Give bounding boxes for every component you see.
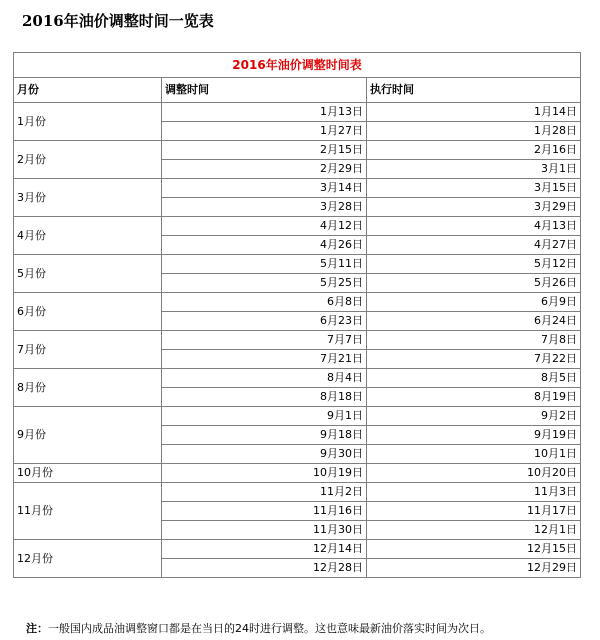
- adjust-time-cell: 6月23日: [162, 312, 367, 331]
- oil-price-schedule-table: [13, 52, 581, 578]
- execute-time-cell: 9月19日: [367, 426, 581, 445]
- adjust-time-cell: 6月8日: [162, 293, 367, 312]
- month-cell: 9月份: [14, 407, 162, 464]
- execute-time-cell: 7月22日: [367, 350, 581, 369]
- page-title: 2016年油价调整时间一览表: [22, 12, 214, 30]
- adjust-time-cell: 12月14日: [162, 540, 367, 559]
- table-row: [14, 369, 581, 388]
- adjust-time-cell: 2月29日: [162, 160, 367, 179]
- adjust-time-cell: 8月18日: [162, 388, 367, 407]
- execute-time-cell: 12月15日: [367, 540, 581, 559]
- execute-time-cell: 2月16日: [367, 141, 581, 160]
- table-row: [14, 483, 581, 502]
- footnote-label: 注：: [26, 622, 48, 635]
- month-cell: 12月份: [14, 540, 162, 578]
- month-cell: 11月份: [14, 483, 162, 540]
- adjust-time-cell: 3月14日: [162, 179, 367, 198]
- execute-time-cell: 10月1日: [367, 445, 581, 464]
- adjust-time-cell: 5月11日: [162, 255, 367, 274]
- month-cell: 5月份: [14, 255, 162, 293]
- table-row: [14, 331, 581, 350]
- table-row: [14, 464, 581, 483]
- footnote: [26, 620, 491, 636]
- adjust-time-cell: 8月4日: [162, 369, 367, 388]
- table-row: [14, 179, 581, 198]
- table-row: [14, 141, 581, 160]
- execute-time-cell: 3月29日: [367, 198, 581, 217]
- month-cell: 6月份: [14, 293, 162, 331]
- execute-time-cell: 1月28日: [367, 122, 581, 141]
- month-cell: 8月份: [14, 369, 162, 407]
- month-cell: 2月份: [14, 141, 162, 179]
- execute-time-cell: 5月12日: [367, 255, 581, 274]
- adjust-time-cell: 11月30日: [162, 521, 367, 540]
- execute-time-cell: 7月8日: [367, 331, 581, 350]
- adjust-time-cell: 9月1日: [162, 407, 367, 426]
- adjust-time-cell: 5月25日: [162, 274, 367, 293]
- adjust-time-cell: 1月13日: [162, 103, 367, 122]
- table-row: [14, 540, 581, 559]
- adjust-time-cell: 7月7日: [162, 331, 367, 350]
- execute-time-cell: 3月1日: [367, 160, 581, 179]
- adjust-time-cell: 10月19日: [162, 464, 367, 483]
- execute-time-cell: 10月20日: [367, 464, 581, 483]
- table-header-row: [14, 78, 581, 103]
- table-row: [14, 255, 581, 274]
- execute-time-cell: 1月14日: [367, 103, 581, 122]
- execute-time-cell: 6月24日: [367, 312, 581, 331]
- schedule-table-body: [14, 53, 581, 578]
- adjust-time-cell: 11月2日: [162, 483, 367, 502]
- adjust-time-cell: 1月27日: [162, 122, 367, 141]
- table-row: [14, 103, 581, 122]
- execute-time-cell: 3月15日: [367, 179, 581, 198]
- month-cell: 7月份: [14, 331, 162, 369]
- table-caption-row: [14, 53, 581, 78]
- execute-time-cell: 6月9日: [367, 293, 581, 312]
- table-row: [14, 293, 581, 312]
- execute-time-cell: 12月1日: [367, 521, 581, 540]
- adjust-time-cell: 4月12日: [162, 217, 367, 236]
- execute-time-cell: 9月2日: [367, 407, 581, 426]
- month-cell: 3月份: [14, 179, 162, 217]
- execute-time-cell: 8月5日: [367, 369, 581, 388]
- adjust-time-cell: 7月21日: [162, 350, 367, 369]
- adjust-time-cell: 12月28日: [162, 559, 367, 578]
- adjust-time-cell: 9月18日: [162, 426, 367, 445]
- adjust-time-cell: 3月28日: [162, 198, 367, 217]
- execute-time-cell: 4月13日: [367, 217, 581, 236]
- month-cell: 10月份: [14, 464, 162, 483]
- adjust-time-cell: 4月26日: [162, 236, 367, 255]
- execute-time-cell: 5月26日: [367, 274, 581, 293]
- execute-time-cell: 11月17日: [367, 502, 581, 521]
- month-cell: 4月份: [14, 217, 162, 255]
- adjust-time-cell: 9月30日: [162, 445, 367, 464]
- month-cell: 1月份: [14, 103, 162, 141]
- header-month: 月份: [14, 78, 162, 103]
- execute-time-cell: 12月29日: [367, 559, 581, 578]
- execute-time-cell: 8月19日: [367, 388, 581, 407]
- execute-time-cell: 11月3日: [367, 483, 581, 502]
- header-adjust-time: 调整时间: [162, 78, 367, 103]
- table-row: [14, 407, 581, 426]
- adjust-time-cell: 2月15日: [162, 141, 367, 160]
- adjust-time-cell: 11月16日: [162, 502, 367, 521]
- execute-time-cell: 4月27日: [367, 236, 581, 255]
- footnote-text: 一般国内成品油调整窗口都是在当日的24时进行调整。这也意味最新油价落实时间为次日。: [48, 622, 491, 635]
- table-row: [14, 217, 581, 236]
- header-execute-time: 执行时间: [367, 78, 581, 103]
- table-caption: 2016年油价调整时间表: [14, 53, 581, 78]
